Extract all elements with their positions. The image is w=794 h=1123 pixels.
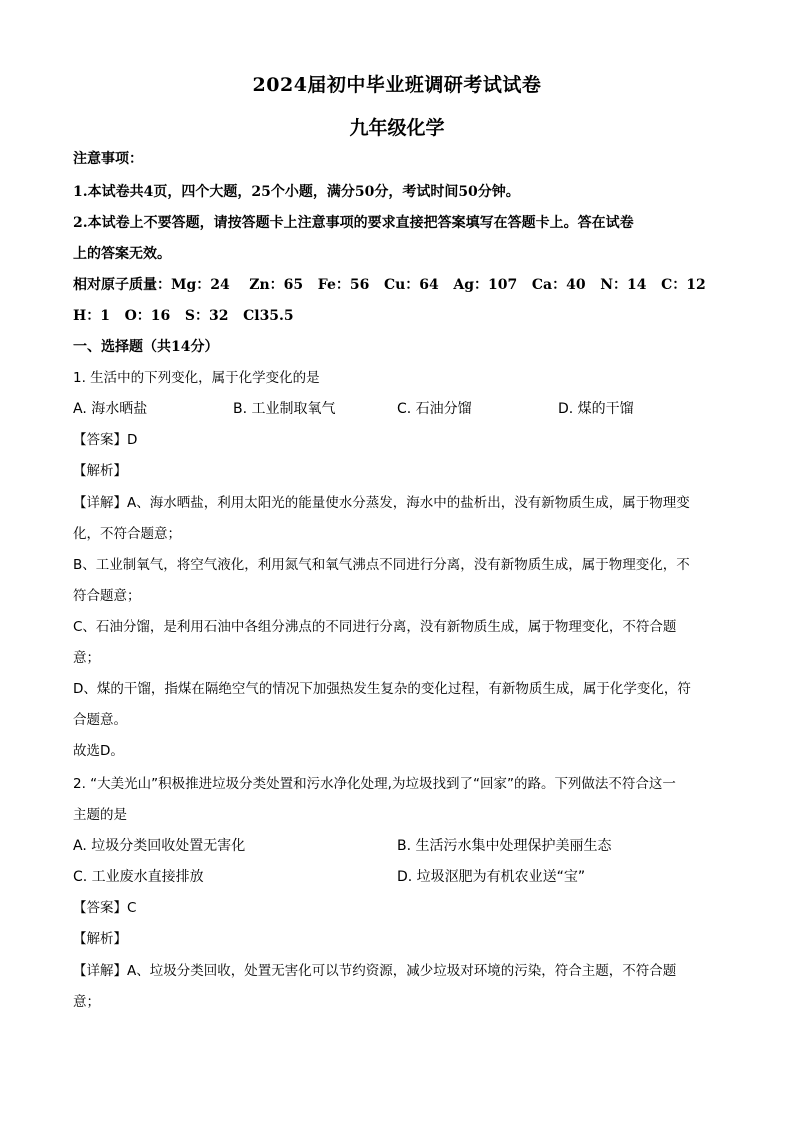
- question-2-analysis-label: 【解析】: [73, 931, 127, 947]
- question-2-answer: 【答案】C: [73, 900, 137, 916]
- question-1-detail-line: D、煤的干馏，指煤在隔绝空气的情况下加强热发生复杂的变化过程，有新物质生成，属于化学变化，符: [73, 681, 691, 697]
- question-1-stem: 1. 生活中的下列变化，属于化学变化的是: [73, 370, 320, 386]
- notice-item-1: 1.本试卷共4页，四个大题，25个小题，满分50分，考试时间50分钟。: [73, 184, 520, 200]
- exam-title: 2024届初中毕业班调研考试试卷: [252, 74, 542, 96]
- question-1-detail-line: 意；: [73, 650, 100, 666]
- question-1-detail-line: 【详解】A、海水晒盐，利用太阳光的能量使水分蒸发，海水中的盐析出，没有新物质生成，属于物理变: [73, 495, 690, 511]
- question-2-option-a: A. 垃圾分类回收处置无害化: [73, 838, 246, 854]
- question-1-option-d: D. 煤的干馏: [558, 401, 634, 417]
- question-1-answer: 【答案】D: [73, 432, 138, 448]
- notice-heading: 注意事项：: [73, 151, 143, 167]
- atomic-mass-line-2: H：1 O：16 S：32 Cl35.5: [73, 308, 294, 324]
- question-2-stem-line-2: 主题的是: [73, 807, 127, 823]
- exam-subject: 九年级化学: [349, 117, 445, 139]
- question-1-conclusion: 故选D。: [73, 743, 124, 759]
- atomic-mass-line-1: 相对原子质量：Mg：24 Zn：65 Fe：56 Cu：64 Ag：107 Ca：40 N：14 C：12: [73, 277, 706, 293]
- question-2-detail-line: 【详解】A、垃圾分类回收，处置无害化可以节约资源，减少垃圾对环境的污染，符合主题，不符合题: [73, 963, 677, 979]
- question-2-option-b: B. 生活污水集中处理保护美丽生态: [397, 838, 612, 854]
- notice-item-2-line-1: 2.本试卷上不要答题，请按答题卡上注意事项的要求直接把答案填写在答题卡上。答在试卷: [73, 215, 634, 231]
- question-1-option-b: B. 工业制取氧气: [233, 401, 336, 417]
- question-1-option-a: A. 海水晒盐: [73, 401, 148, 417]
- question-1-detail-line: 符合题意；: [73, 588, 141, 604]
- question-2-stem-line-1: 2. “大美光山”积极推进垃圾分类处置和污水净化处理,为垃圾找到了“回家”的路。下列做法不符合这一: [73, 776, 676, 792]
- question-2-option-d: D. 垃圾沤肥为有机农业送“宝”: [397, 869, 586, 885]
- notice-item-2-line-2: 上的答案无效。: [73, 246, 171, 262]
- question-1-detail-line: 合题意。: [73, 712, 127, 728]
- section-1-heading: 一、选择题（共14分）: [73, 339, 219, 355]
- question-1-detail-line: B、工业制氧气，将空气液化，利用氮气和氧气沸点不同进行分离，没有新物质生成，属于物理变化，不: [73, 557, 690, 573]
- question-1-detail-line: C、石油分馏，是利用石油中各组分沸点的不同进行分离，没有新物质生成，属于物理变化，不符合题: [73, 619, 677, 635]
- question-2-detail-line: 意；: [73, 994, 100, 1010]
- question-2-option-c: C. 工业废水直接排放: [73, 869, 204, 885]
- question-1-analysis-label: 【解析】: [73, 463, 127, 479]
- question-1-detail-line: 化，不符合题意；: [73, 526, 181, 542]
- question-1-option-c: C. 石油分馏: [397, 401, 472, 417]
